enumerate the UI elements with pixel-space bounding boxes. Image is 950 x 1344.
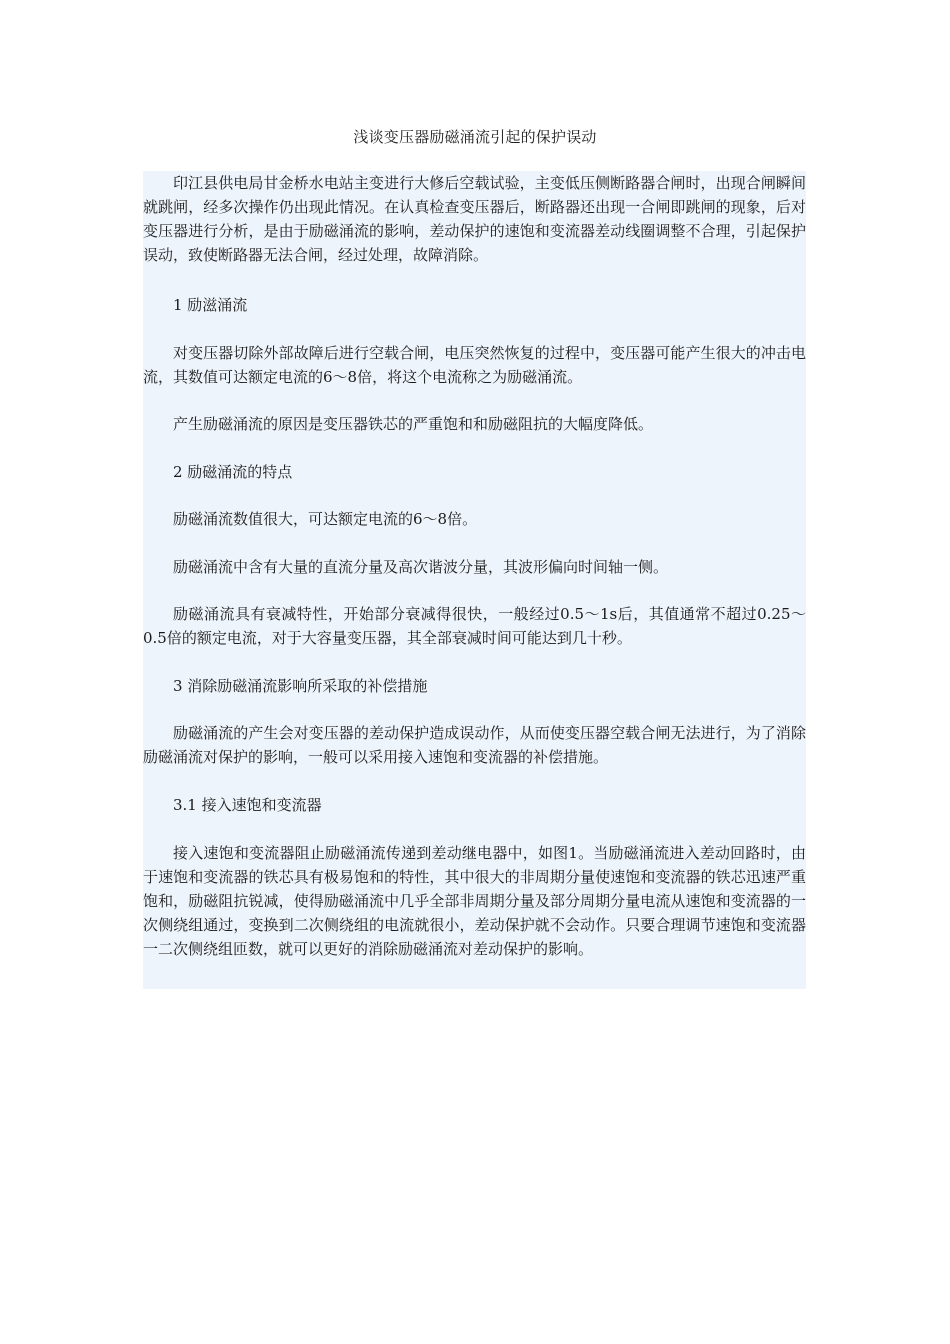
paragraph-compensation: 励磁涌流的产生会对变压器的差动保护造成误动作，从而使变压器空载合闸无法进行，为了消除励磁涌流对保护的影响，一般可以采用接入速饱和变流器的补偿措施。 xyxy=(143,724,806,766)
document-body xyxy=(143,171,806,989)
paragraph-inrush-cause: 产生励磁涌流的原因是变压器铁芯的严重饱和和励磁阻抗的大幅度降低。 xyxy=(173,415,654,433)
paragraph-feature-harmonics: 励磁涌流中含有大量的直流分量及高次谐波分量，其波形偏向时间轴一侧。 xyxy=(173,558,669,576)
section-heading-1: 1 励滋涌流 xyxy=(173,296,248,314)
section-heading-3-1: 3.1 接入速饱和变流器 xyxy=(173,796,322,814)
paragraph-inrush-definition: 对变压器切除外部故障后进行空载合闸，电压突然恢复的过程中，变压器可能产生很大的冲击电流，其数值可达额定电流的6～8倍，将这个电流称之为励磁涌流。 xyxy=(143,344,806,386)
section-heading-2: 2 励磁涌流的特点 xyxy=(173,463,293,481)
paragraph-intro: 印江县供电局甘金桥水电站主变进行大修后空载试验，主变低压侧断路器合闸时，出现合闸瞬间就跳闸，经多次操作仍出现此情况。在认真检查变压器后，断路器还出现一合闸即跳闸的现象，后对变压器进行分析，是由于励磁涌流的影响，差动保护的速饱和变流器差动线圈调整不合理，引起保护误动，致使断路器无法合闸，经过处理，故障消除。 xyxy=(143,174,806,264)
paragraph-saturable-transformer: 接入速饱和变流器阻止励磁涌流传递到差动继电器中，如图1。当励磁涌流进入差动回路时，由于速饱和变流器的铁芯具有极易饱和的特性，其中很大的非周期分量使速饱和变流器的铁芯迅速严重饱和，励磁阻抗锐减，使得励磁涌流中几乎全部非周期分量及部分周期分量电流从速饱和变流器的一次侧绕组通过，变换到二次侧绕组的电流就很小，差动保护就不会动作。只要合理调节速饱和变流器一二次侧绕组匝数，就可以更好的消除励磁涌流对差动保护的影响。 xyxy=(143,844,806,958)
paragraph-feature-decay: 励磁涌流具有衰减特性，开始部分衰减得很快，一般经过0.5～1s后，其值通常不超过0.25～0.5倍的额定电流，对于大容量变压器，其全部衰减时间可能达到几十秒。 xyxy=(143,605,806,647)
paragraph-feature-magnitude: 励磁涌流数值很大，可达额定电流的6～8倍。 xyxy=(173,510,478,528)
document-title: 浅谈变压器励磁涌流引起的保护误动 xyxy=(353,128,597,146)
section-heading-3: 3 消除励磁涌流影响所采取的补偿措施 xyxy=(173,677,428,695)
